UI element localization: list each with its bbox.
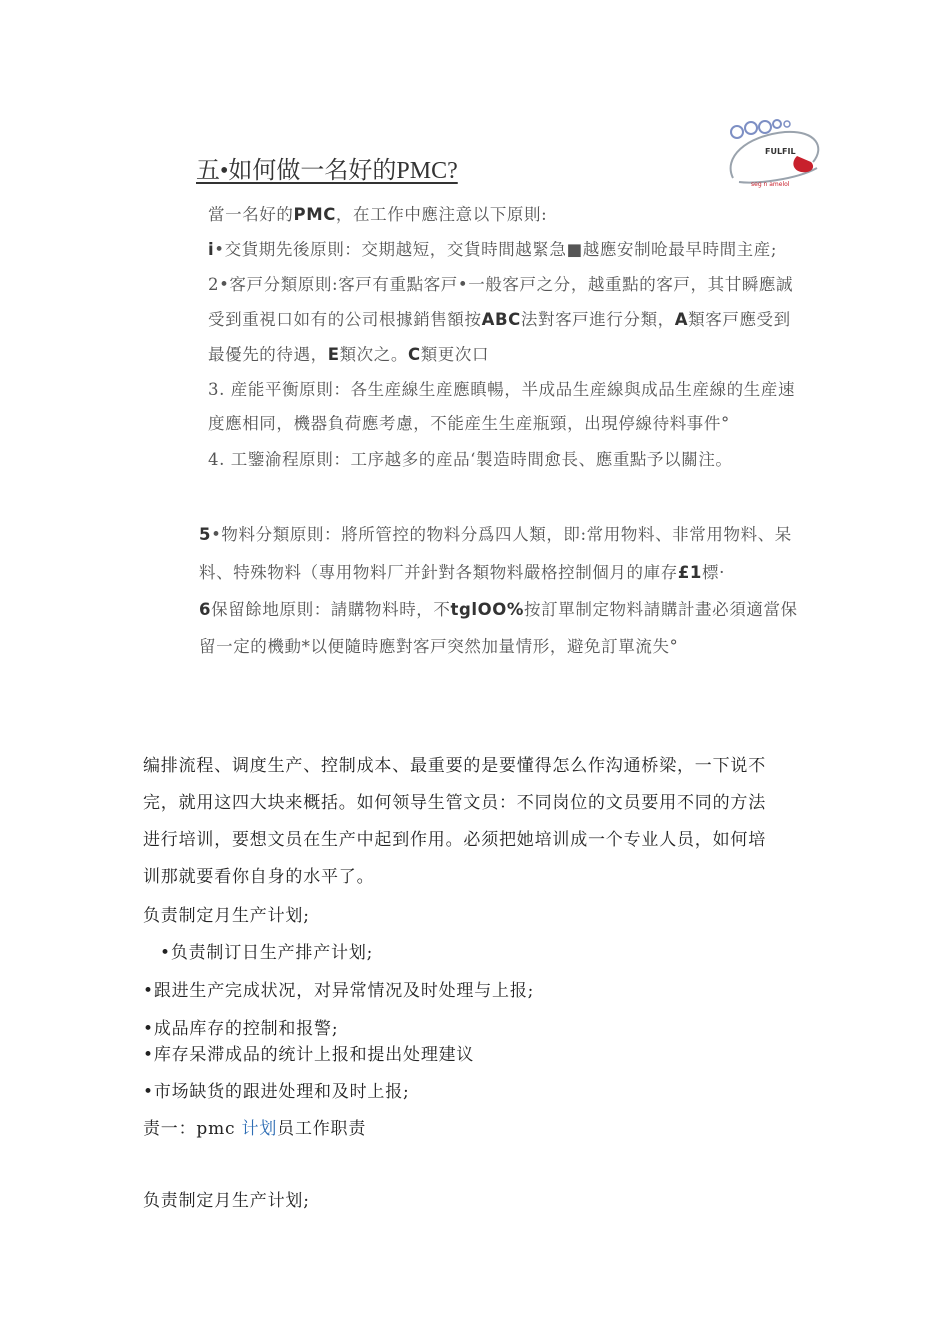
- paragraph-line: 编排流程、调度生产、控制成本、最重要的是要懂得怎么作沟通桥梁，一下说不: [143, 756, 766, 776]
- list-item: •跟进生产完成状况，对异常情况及时处理与上报;: [143, 981, 535, 1001]
- class-a-label: A: [674, 310, 689, 329]
- text-run: 類更次口: [420, 345, 490, 364]
- principle-2-line-2: [208, 306, 791, 330]
- pmc-abbr: PMC: [293, 205, 336, 224]
- principle-4: 4. 工鑒渝程原則：工序越多的産品‘製造時間愈長、應重點予以關注。: [208, 450, 733, 469]
- principle-5-line-2: [199, 559, 725, 583]
- principle-6-line-2: 留一定的機動*以便隨時應對客戸突然加量情形，避免訂單流失°: [199, 637, 679, 656]
- ocr-token: £1: [677, 563, 702, 582]
- intro-text: ，在工作中應注意以下原則:: [335, 205, 548, 224]
- principle-3-line-1: 3. 産能平衡原則：各生産線生産應瞋暢，半成品生産線與成品生産線的生産速: [208, 380, 796, 399]
- class-c-label: C: [407, 345, 421, 364]
- text-run: 料、特殊物料（專用物料厂并針對各類物料嚴格控制個月的庫存: [199, 563, 678, 582]
- intro-text: 當一名好的: [208, 205, 294, 224]
- principle-1: [208, 236, 777, 260]
- class-e-label: E: [327, 345, 340, 364]
- list-item: •库存呆滞成品的统计上报和提出处理建议: [143, 1045, 475, 1065]
- logo-graphic: [725, 118, 827, 190]
- principle-2-line-3: [208, 341, 489, 365]
- text-run: 保留餘地原則：請購物料時，不: [211, 600, 451, 619]
- principle-2-line-1: 2•客戸分類原則:客戸有重點客戸•一般客戸之分，越重點的客戸，其甘瞬應誠: [208, 275, 794, 294]
- duty-heading: [143, 1114, 366, 1139]
- principle-number: 6: [199, 600, 212, 619]
- plan-link[interactable]: 计划: [241, 1119, 278, 1139]
- text-run: 受到重視口如有的公司根據銷售額按: [208, 310, 482, 329]
- logo-brand-text: FULFIL: [765, 147, 796, 156]
- paragraph-line: 进行培训，要想文员在生产中起到作用。必须把她培训成一个专业人员，如何培: [143, 830, 766, 850]
- paragraph-line: 训那就要看你自身的水平了。: [143, 867, 375, 887]
- list-item: •负责制订日生产排产计划;: [160, 943, 374, 963]
- principle-number: 5: [199, 525, 212, 544]
- text-run: 员工作职责: [277, 1119, 367, 1139]
- text-run: 责一：pmc: [143, 1119, 242, 1139]
- text-run: 類客戸應受到: [688, 310, 791, 329]
- text-run: 類次之。: [339, 345, 408, 364]
- list-item: 负责制定月生产计划;: [143, 906, 310, 926]
- intro-line: [208, 201, 547, 225]
- percent-token: tglOO%: [450, 600, 525, 619]
- logo-tagline-text: seg n amelol: [751, 181, 790, 188]
- section-title: 五•如何做一名好的PMC?: [196, 158, 458, 184]
- principle-6-line-1: [199, 596, 798, 620]
- company-logo: [725, 118, 827, 190]
- text-run: 法對客戸進行分類，: [520, 310, 675, 329]
- text-run: 最優先的待遇，: [208, 345, 328, 364]
- principle-text: •交貨期先後原則：交期越短，交貨時間越緊急■越應安制呛最早時間主産;: [214, 240, 778, 259]
- principle-5-line-1: [199, 521, 792, 545]
- list-item: •成品库存的控制和报警;: [143, 1019, 339, 1039]
- text-run: 按訂單制定物料請購計畫必須適當保: [524, 600, 798, 619]
- principle-number: i: [208, 240, 215, 259]
- text-run: 標·: [701, 563, 725, 582]
- list-item: •市场缺货的跟进处理和及时上报;: [143, 1082, 410, 1102]
- abc-abbr: ABC: [481, 310, 521, 329]
- list-item: 负责制定月生产计划;: [143, 1191, 310, 1211]
- paragraph-line: 完，就用这四大块来概括。如何领导生管文员：不同岗位的文员要用不同的方法: [143, 793, 766, 813]
- text-run: •物料分類原則：將所管控的物料分爲四人類，即:常用物料、非常用物料、呆: [211, 525, 792, 544]
- principle-3-line-2: 度應相同，機器負荷應考慮，不能産生生産瓶頸，出現停線待料事件°: [208, 414, 730, 433]
